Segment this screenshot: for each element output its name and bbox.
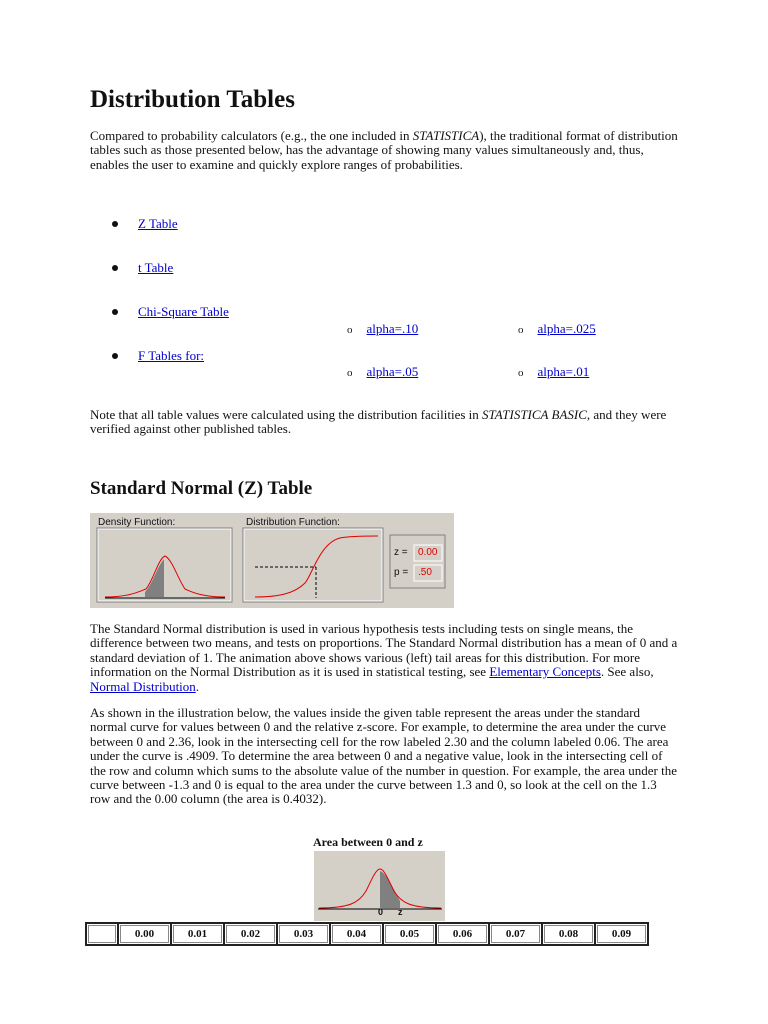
sub-item-alpha-05	[347, 364, 418, 380]
table-header-cell: 0.05	[383, 923, 436, 945]
density-frame	[97, 528, 232, 602]
distribution-frame	[243, 528, 383, 602]
distribution-function-label: Distribution Function:	[246, 517, 340, 528]
p-value: .50	[418, 567, 432, 578]
sub-item-alpha-10	[347, 321, 418, 337]
chi-alpha-025-link[interactable]: alpha=.025	[537, 321, 596, 336]
circle-bullet-icon: o	[347, 324, 353, 336]
z-tick-label: z	[398, 907, 403, 917]
intro-paragraph: Compared to probability calculators (e.g., the one included in STATISTICA), the traditional format of distribution tables such as those presented below, has the advantage of showing many values simultaneously and, thus, enables the user to examine and quickly explore ranges of probabilities.	[90, 128, 678, 172]
table-header-cell: 0.01	[171, 923, 224, 945]
list-item-f-tables	[112, 348, 204, 364]
elementary-concepts-link[interactable]: Elementary Concepts	[489, 664, 601, 680]
f-tables-link[interactable]: F Tables for:	[138, 348, 205, 363]
table-header-cell: 0.07	[489, 923, 542, 945]
f-alpha-01-link[interactable]: alpha=.01	[537, 364, 590, 379]
list-item-t-table	[112, 260, 173, 276]
list-item-z-table	[112, 216, 178, 232]
distribution-figure	[90, 513, 454, 608]
table-header-cell: 0.06	[436, 923, 489, 945]
section-title: Standard Normal (Z) Table	[90, 478, 313, 499]
t-table-link[interactable]: t Table	[138, 260, 174, 275]
statistica-emphasis: STATISTICA	[412, 128, 480, 143]
table-header-cell: 0.04	[330, 923, 383, 945]
normal-distribution-link[interactable]: Normal Distribution	[90, 678, 196, 694]
statistica-basic-emphasis: STATISTICA BASIC	[482, 407, 587, 422]
table-header-cell: 0.03	[277, 923, 330, 945]
zero-tick-label: 0	[378, 907, 384, 917]
circle-bullet-icon: o	[347, 367, 353, 379]
p-label: p =	[394, 567, 409, 578]
list-item-chi-square	[112, 304, 229, 320]
body-paragraph-1: The Standard Normal distribution is used in various hypothesis tests including tests on single means, the difference between two means, and tests on proportions. The Standard Normal distribution has a mean of 0 and a standard deviation of 1. The animation above shows various (left) tail areas for this distribution. For more information on the Normal Distribution as it is used in statistical testing, see Elementary Concepts. See also, Normal Distribution.	[90, 621, 678, 694]
z-table-link[interactable]: Z Table	[138, 216, 178, 231]
sub-item-alpha-01	[518, 364, 589, 380]
bullet-icon	[112, 265, 118, 271]
table-header-cell	[86, 923, 118, 945]
circle-bullet-icon: o	[518, 324, 524, 336]
z-table-header	[85, 922, 649, 946]
table-header-cell: 0.08	[542, 923, 595, 945]
page-title: Distribution Tables	[90, 86, 295, 113]
bullet-icon	[112, 221, 118, 227]
table-row	[86, 923, 648, 945]
bullet-icon	[112, 309, 118, 315]
z-label: z =	[394, 547, 408, 558]
z-shaded-area	[380, 871, 400, 908]
table-header-cell: 0.09	[595, 923, 648, 945]
bullet-icon	[112, 353, 118, 359]
sub-item-alpha-025	[518, 321, 596, 337]
z-area-figure	[314, 851, 445, 921]
density-function-label: Density Function:	[98, 517, 176, 528]
chi-alpha-10-link[interactable]: alpha=.10	[366, 321, 419, 336]
note-paragraph: Note that all table values were calculated using the distribution facilities in STATISTICA BASIC, and they were verified against other published tables.	[90, 407, 667, 437]
z-value: 0.00	[418, 547, 438, 558]
circle-bullet-icon: o	[518, 367, 524, 379]
z-figure-caption: Area between 0 and z	[313, 835, 423, 849]
body-paragraph-2: As shown in the illustration below, the values inside the given table represent the areas under the standard normal curve for values between 0 and the relative z-score. For example, to determine the area under the curve between 0 and 2.36, look in the intersecting cell for the row labeled 2.30 and the column labeled 0.06. The area under the curve is .4909. To determine the area between 0 and a negative value, look in the intersecting cell of the row and column which sums to the absolute value of the number in question. For example, the area under the curve between -1.3 and 0 is equal to the area under the curve between 1.3 and 0, so look at the cell on the 1.3 row and the 0.00 column (the area is 0.4032).	[90, 705, 678, 807]
table-header-cell: 0.00	[118, 923, 171, 945]
chi-square-link[interactable]: Chi-Square Table	[138, 304, 229, 319]
table-header-cell: 0.02	[224, 923, 277, 945]
f-alpha-05-link[interactable]: alpha=.05	[366, 364, 419, 379]
